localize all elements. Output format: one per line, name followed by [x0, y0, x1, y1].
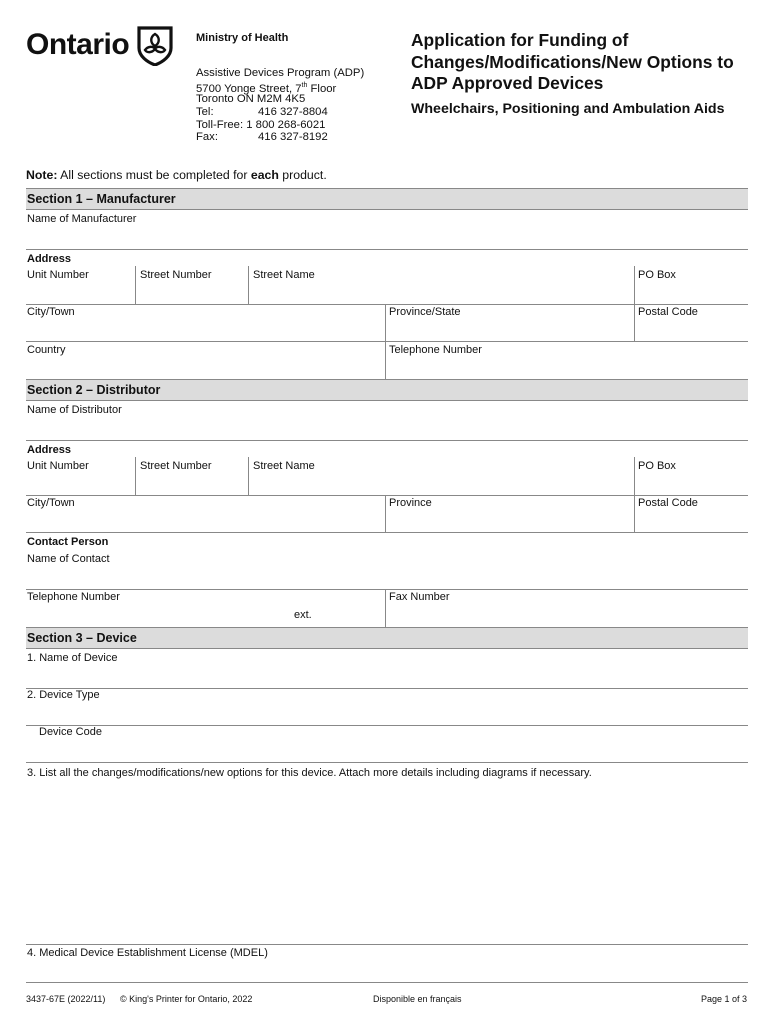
device-code-field[interactable] [26, 726, 748, 762]
manufacturer-pobox-field[interactable] [635, 266, 748, 304]
section-1-heading: Section 1 – Manufacturer [26, 188, 748, 210]
manufacturer-pobox-label: PO Box [638, 269, 676, 281]
divider [385, 342, 386, 379]
mdel-field[interactable] [26, 945, 748, 981]
contact-name-label: Name of Contact [27, 553, 110, 565]
trillium-icon [133, 22, 177, 66]
contact-ext-label: ext. [294, 609, 312, 621]
program-address [196, 67, 364, 144]
distributor-postal-label: Postal Code [638, 497, 698, 509]
contact-telephone-label: Telephone Number [27, 591, 120, 603]
section-3-heading: Section 3 – Device [26, 627, 748, 649]
manufacturer-street-number-label: Street Number [140, 269, 212, 281]
manufacturer-postal-field[interactable] [635, 305, 748, 341]
form-title: Application for Funding of Changes/Modifications/New Options to ADP Approved Devices [411, 30, 734, 93]
page-number: Page 1 of 3 [701, 994, 748, 1004]
divider [634, 305, 635, 341]
distributor-unit-label: Unit Number [27, 460, 89, 472]
manufacturer-street-number-field[interactable] [136, 266, 247, 304]
program-name: Assistive Devices Program (ADP) [196, 67, 365, 79]
manufacturer-name-label: Name of Manufacturer [27, 213, 137, 225]
distributor-street-name-label: Street Name [253, 460, 315, 472]
distributor-street-name-field[interactable] [249, 457, 633, 495]
divider [385, 590, 386, 627]
divider [26, 762, 748, 763]
divider [26, 532, 748, 533]
manufacturer-province-field[interactable] [386, 305, 633, 341]
distributor-name-label: Name of Distributor [27, 404, 122, 416]
form-number: 3437-67E (2022/11) [26, 994, 106, 1004]
distributor-address-heading: Address [27, 444, 72, 456]
changes-list-textarea[interactable] [26, 782, 748, 942]
device-type-field[interactable] [26, 689, 748, 725]
ministry-name: Ministry of Health [196, 32, 289, 44]
contact-fax-label: Fax Number [389, 591, 450, 603]
manufacturer-unit-field[interactable] [26, 266, 135, 304]
distributor-city-label: City/Town [27, 497, 75, 509]
divider [634, 266, 635, 304]
manufacturer-country-field[interactable] [26, 342, 384, 379]
manufacturer-province-label: Province/State [389, 306, 461, 318]
divider [248, 457, 249, 495]
contact-fax-field[interactable] [386, 590, 748, 627]
contact-name-field[interactable] [26, 550, 748, 588]
device-code-label: Device Code [39, 726, 102, 738]
contact-telephone-field[interactable] [26, 590, 288, 627]
manufacturer-name-field[interactable] [26, 211, 748, 249]
tollfree-row: Toll-Free: 1 800 268-6021 [196, 118, 326, 131]
distributor-province-label: Province [389, 497, 432, 509]
manufacturer-city-label: City/Town [27, 306, 75, 318]
device-type-label: 2. Device Type [27, 689, 100, 701]
divider [26, 982, 748, 983]
manufacturer-street-name-field[interactable] [249, 266, 633, 304]
device-name-field[interactable] [26, 650, 748, 688]
distributor-pobox-field[interactable] [635, 457, 748, 495]
changes-list-label: 3. List all the changes/modifications/new options for this device. Attach more details including diagrams if necessary. [27, 767, 592, 779]
divider [634, 457, 635, 495]
street-address: 5700 Yonge Street, 7th Floor [196, 81, 337, 95]
device-name-label: 1. Name of Device [27, 652, 118, 664]
section-2-heading: Section 2 – Distributor [26, 379, 748, 401]
manufacturer-unit-label: Unit Number [27, 269, 89, 281]
logo-wordmark: Ontario [26, 28, 130, 61]
divider [634, 496, 635, 532]
distributor-unit-field[interactable] [26, 457, 135, 495]
divider [135, 457, 136, 495]
mdel-label: 4. Medical Device Establishment License (MDEL) [27, 947, 268, 959]
copyright: © King's Printer for Ontario, 2022 [120, 994, 253, 1004]
divider [26, 440, 748, 441]
distributor-street-number-field[interactable] [136, 457, 247, 495]
manufacturer-telephone-label: Telephone Number [389, 344, 482, 356]
distributor-postal-field[interactable] [635, 496, 748, 532]
distributor-street-number-label: Street Number [140, 460, 212, 472]
ontario-logo [26, 22, 176, 70]
manufacturer-postal-label: Postal Code [638, 306, 698, 318]
contact-ext-field[interactable] [318, 590, 384, 627]
fax-row: Fax: 416 327-8192 [196, 131, 328, 144]
distributor-pobox-label: PO Box [638, 460, 676, 472]
contact-person-heading: Contact Person [27, 536, 109, 548]
french-availability: Disponible en français [373, 994, 462, 1004]
divider [26, 249, 748, 250]
divider [135, 266, 136, 304]
divider [385, 496, 386, 532]
manufacturer-country-label: Country [27, 344, 66, 356]
distributor-name-field[interactable] [26, 402, 748, 440]
manufacturer-street-name-label: Street Name [253, 269, 315, 281]
divider [385, 305, 386, 341]
distributor-province-field[interactable] [386, 496, 633, 532]
manufacturer-address-heading: Address [27, 253, 72, 265]
manufacturer-city-field[interactable] [26, 305, 384, 341]
instruction-note: Note: All sections must be completed for each product. [26, 168, 327, 182]
divider [248, 266, 249, 304]
form-subtitle: Wheelchairs, Positioning and Ambulation Aids [411, 101, 725, 117]
tel-row: Tel: 416 327-8804 [196, 105, 328, 118]
manufacturer-telephone-field[interactable] [386, 342, 748, 379]
city-postal: Toronto ON M2M 4K5 [196, 92, 306, 105]
distributor-city-field[interactable] [26, 496, 384, 532]
